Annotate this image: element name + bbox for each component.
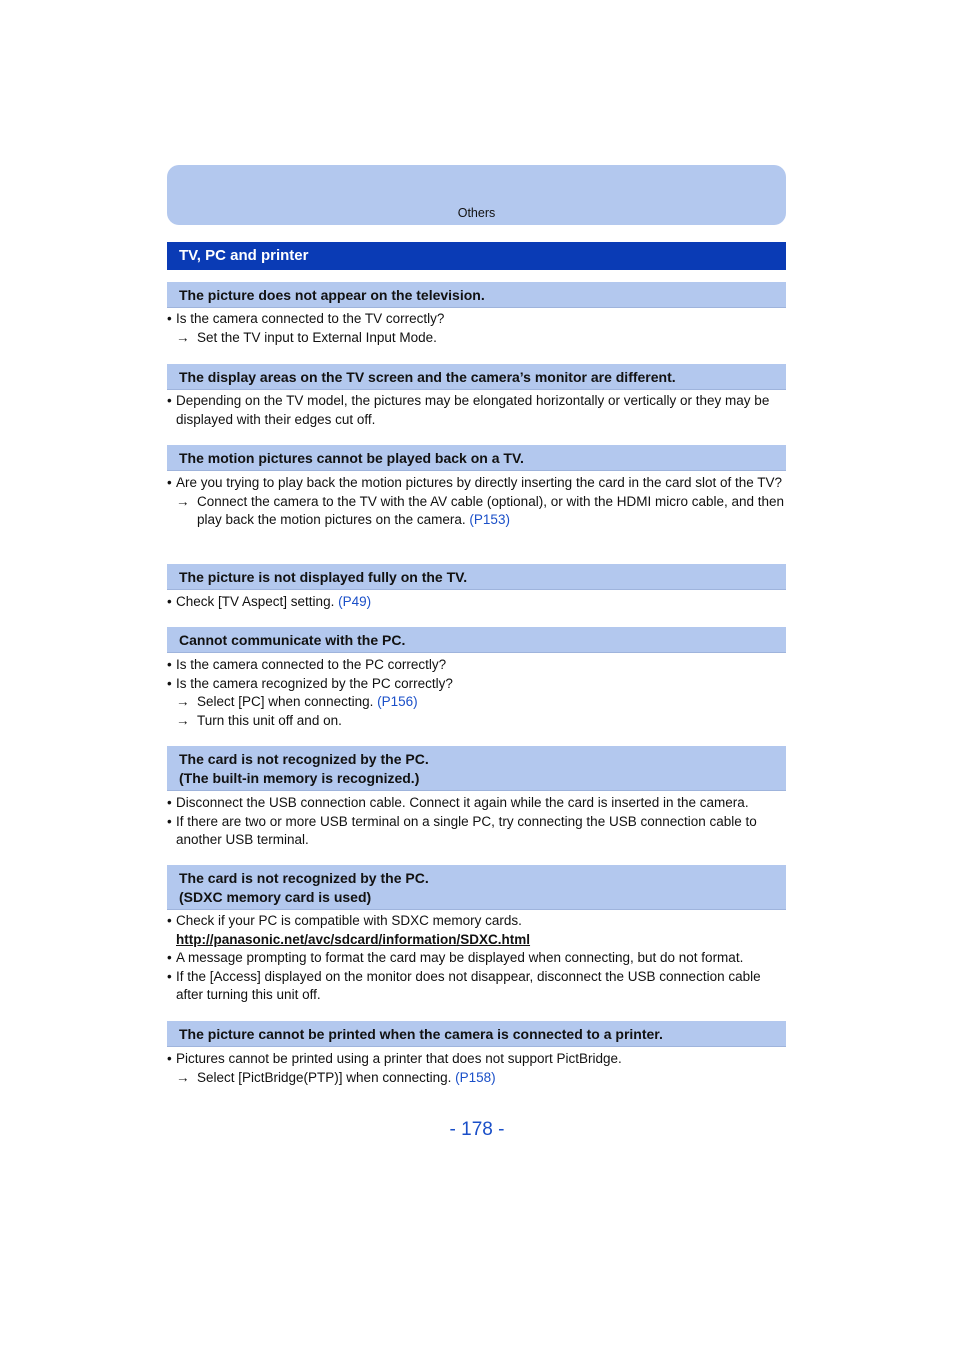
answer-block <box>167 593 786 612</box>
arrow-icon: → <box>176 493 190 509</box>
answer-block <box>167 474 786 530</box>
chapter-label: Others <box>457 206 496 220</box>
arrow-icon: → <box>176 712 190 728</box>
chapter-header-band <box>167 165 786 225</box>
section-title: TV, PC and printer <box>167 242 786 270</box>
question-heading: The picture cannot be printed when the camera is connected to a printer. <box>167 1021 786 1047</box>
arrow-item: → Select [PictBridge(PTP)] when connecting. (P158) <box>167 1069 786 1088</box>
page-reference-link[interactable]: (P153) <box>469 512 510 527</box>
list-item: • Pictures cannot be printed using a printer that does not support PictBridge. <box>167 1051 622 1066</box>
page-reference-link[interactable]: (P156) <box>377 694 418 709</box>
question-heading: The motion pictures cannot be played back on a TV. <box>167 445 786 471</box>
list-item: • Disconnect the USB connection cable. Connect it again while the card is inserted in the camera. <box>167 795 749 810</box>
question-heading: Cannot communicate with the PC. <box>167 627 786 653</box>
page-reference-link[interactable]: (P158) <box>455 1069 496 1085</box>
arrow-icon: → <box>176 694 190 709</box>
arrow-icon: → <box>176 329 190 345</box>
answer-block <box>167 1050 786 1087</box>
list-item: • Check [TV Aspect] setting. (P49) <box>167 594 372 609</box>
question-heading: The picture is not displayed fully on the TV. <box>167 564 786 590</box>
answer-block <box>167 656 786 730</box>
answer-block <box>167 392 786 429</box>
question-heading: The picture does not appear on the television. <box>167 282 786 308</box>
list-item: • If there are two or more USB terminal on a single PC, try connecting the USB connection cable to another USB terminal. <box>167 813 757 847</box>
list-item: • A message prompting to format the card may be displayed when connecting, but do not format. <box>167 950 744 965</box>
page-number: - 178 - <box>449 1119 505 1140</box>
list-item: • Check if your PC is compatible with SDXC memory cards. <box>167 913 522 928</box>
question-heading: The card is not recognized by the PC. (SDXC memory card is used) <box>167 865 786 910</box>
arrow-item: → Turn this unit off and on. <box>167 712 786 731</box>
list-item: • Are you trying to play back the motion pictures by directly inserting the card in the card slot of the TV? <box>167 475 783 490</box>
list-item: • Is the camera connected to the PC correctly? <box>167 657 447 672</box>
question-heading: The card is not recognized by the PC. (The built-in memory is recognized.) <box>167 746 786 791</box>
question-heading: The display areas on the TV screen and the camera’s monitor are different. <box>167 364 786 390</box>
list-item: • Is the camera connected to the TV correctly? <box>167 311 445 326</box>
arrow-item: → Select [PC] when connecting. (P156) <box>167 693 786 712</box>
list-item: • Depending on the TV model, the pictures may be elongated horizontally or vertically or they may be displayed with their edges cut off. <box>167 393 770 427</box>
answer-block <box>167 310 786 347</box>
sdxc-info-link[interactable]: http://panasonic.net/avc/sdcard/information/SDXC.html <box>176 931 531 947</box>
list-item: • Is the camera recognized by the PC correctly? <box>167 675 453 691</box>
answer-block <box>167 912 786 1005</box>
arrow-icon: → <box>176 1069 190 1085</box>
arrow-item: → Set the TV input to External Input Mode. <box>167 329 786 348</box>
list-item: • If the [Access] displayed on the monitor does not disappear, disconnect the USB connection cable after turning this unit off. <box>167 968 761 1002</box>
answer-block <box>167 794 786 850</box>
page-reference-link[interactable]: (P49) <box>338 594 372 609</box>
arrow-item: → Connect the camera to the TV with the AV cable (optional), or with the HDMI micro cable, and then play back the motion pictures on the camera. (P153) <box>176 493 785 527</box>
